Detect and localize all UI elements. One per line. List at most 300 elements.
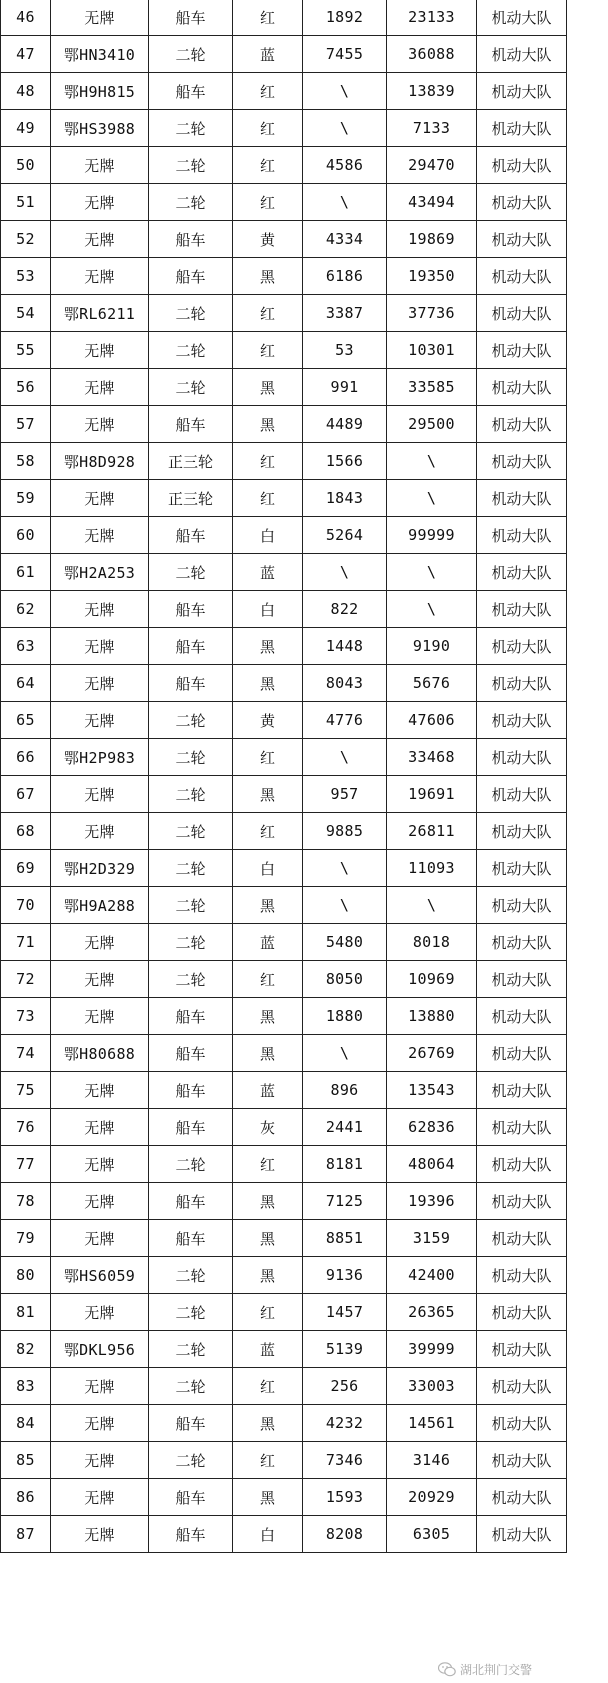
number-a-cell: 53 xyxy=(303,332,387,369)
plate-cell: 无牌 xyxy=(51,1368,149,1405)
vehicle-type-cell: 二轮 xyxy=(149,110,233,147)
color-cell: 黑 xyxy=(233,369,303,406)
vehicle-type-cell: 正三轮 xyxy=(149,480,233,517)
color-cell: 红 xyxy=(233,1146,303,1183)
vehicle-type-cell: 二轮 xyxy=(149,147,233,184)
unit-cell: 机动大队 xyxy=(477,739,567,776)
table-row xyxy=(1,554,567,591)
number-a-cell: \ xyxy=(303,887,387,924)
color-cell: 红 xyxy=(233,813,303,850)
table-row xyxy=(1,850,567,887)
vehicle-type-cell: 二轮 xyxy=(149,1257,233,1294)
color-cell: 黑 xyxy=(233,887,303,924)
row-number-cell: 59 xyxy=(1,480,51,517)
plate-cell: 鄂HS3988 xyxy=(51,110,149,147)
color-cell: 黑 xyxy=(233,628,303,665)
table-row xyxy=(1,665,567,702)
table-row xyxy=(1,1220,567,1257)
number-b-cell: 26769 xyxy=(387,1035,477,1072)
table-row xyxy=(1,1035,567,1072)
number-a-cell: 957 xyxy=(303,776,387,813)
row-number-cell: 68 xyxy=(1,813,51,850)
watermark-text: 湖北荆门交警 xyxy=(460,1662,533,1677)
number-a-cell: 7125 xyxy=(303,1183,387,1220)
vehicle-type-cell: 二轮 xyxy=(149,887,233,924)
unit-cell: 机动大队 xyxy=(477,517,567,554)
unit-cell: 机动大队 xyxy=(477,998,567,1035)
number-a-cell: 9136 xyxy=(303,1257,387,1294)
vehicle-type-cell: 二轮 xyxy=(149,1146,233,1183)
unit-cell: 机动大队 xyxy=(477,221,567,258)
table-row xyxy=(1,295,567,332)
number-b-cell: 13839 xyxy=(387,73,477,110)
unit-cell: 机动大队 xyxy=(477,1183,567,1220)
number-b-cell: 19869 xyxy=(387,221,477,258)
number-a-cell: 5480 xyxy=(303,924,387,961)
number-a-cell: 2441 xyxy=(303,1109,387,1146)
number-b-cell: 33585 xyxy=(387,369,477,406)
plate-cell: 无牌 xyxy=(51,1405,149,1442)
row-number-cell: 80 xyxy=(1,1257,51,1294)
number-a-cell: 896 xyxy=(303,1072,387,1109)
row-number-cell: 48 xyxy=(1,73,51,110)
wechat-icon xyxy=(438,1662,456,1677)
number-b-cell: 23133 xyxy=(387,0,477,36)
color-cell: 黄 xyxy=(233,702,303,739)
vehicle-type-cell: 二轮 xyxy=(149,1442,233,1479)
table-row xyxy=(1,1331,567,1368)
vehicle-type-cell: 船车 xyxy=(149,1035,233,1072)
table-row xyxy=(1,1516,567,1553)
color-cell: 红 xyxy=(233,1442,303,1479)
color-cell: 红 xyxy=(233,1294,303,1331)
row-number-cell: 53 xyxy=(1,258,51,295)
table-row xyxy=(1,147,567,184)
row-number-cell: 51 xyxy=(1,184,51,221)
color-cell: 蓝 xyxy=(233,1072,303,1109)
row-number-cell: 55 xyxy=(1,332,51,369)
plate-cell: 无牌 xyxy=(51,258,149,295)
row-number-cell: 69 xyxy=(1,850,51,887)
number-a-cell: 1880 xyxy=(303,998,387,1035)
number-b-cell: 43494 xyxy=(387,184,477,221)
table-row xyxy=(1,998,567,1035)
vehicle-type-cell: 船车 xyxy=(149,406,233,443)
color-cell: 黑 xyxy=(233,1183,303,1220)
unit-cell: 机动大队 xyxy=(477,776,567,813)
unit-cell: 机动大队 xyxy=(477,73,567,110)
number-b-cell: 33468 xyxy=(387,739,477,776)
color-cell: 红 xyxy=(233,1368,303,1405)
unit-cell: 机动大队 xyxy=(477,1405,567,1442)
unit-cell: 机动大队 xyxy=(477,961,567,998)
color-cell: 黑 xyxy=(233,998,303,1035)
vehicle-type-cell: 船车 xyxy=(149,73,233,110)
row-number-cell: 57 xyxy=(1,406,51,443)
vehicle-type-cell: 船车 xyxy=(149,517,233,554)
color-cell: 蓝 xyxy=(233,36,303,73)
number-b-cell: 29470 xyxy=(387,147,477,184)
table-row xyxy=(1,1072,567,1109)
color-cell: 黑 xyxy=(233,1220,303,1257)
color-cell: 红 xyxy=(233,295,303,332)
color-cell: 红 xyxy=(233,480,303,517)
table-row xyxy=(1,36,567,73)
vehicle-type-cell: 船车 xyxy=(149,1183,233,1220)
unit-cell: 机动大队 xyxy=(477,443,567,480)
vehicle-type-cell: 船车 xyxy=(149,1479,233,1516)
table-row xyxy=(1,628,567,665)
row-number-cell: 86 xyxy=(1,1479,51,1516)
vehicle-type-cell: 船车 xyxy=(149,998,233,1035)
table-row xyxy=(1,369,567,406)
number-a-cell: 8181 xyxy=(303,1146,387,1183)
number-b-cell: 10969 xyxy=(387,961,477,998)
color-cell: 黑 xyxy=(233,665,303,702)
number-a-cell: 5139 xyxy=(303,1331,387,1368)
number-a-cell: 1593 xyxy=(303,1479,387,1516)
number-b-cell: 26365 xyxy=(387,1294,477,1331)
unit-cell: 机动大队 xyxy=(477,1072,567,1109)
table-row xyxy=(1,1442,567,1479)
vehicle-type-cell: 二轮 xyxy=(149,554,233,591)
row-number-cell: 87 xyxy=(1,1516,51,1553)
row-number-cell: 52 xyxy=(1,221,51,258)
plate-cell: 鄂H8D928 xyxy=(51,443,149,480)
color-cell: 白 xyxy=(233,591,303,628)
table-row xyxy=(1,887,567,924)
number-b-cell: 6305 xyxy=(387,1516,477,1553)
plate-cell: 无牌 xyxy=(51,1109,149,1146)
number-a-cell: 5264 xyxy=(303,517,387,554)
number-a-cell: 4232 xyxy=(303,1405,387,1442)
number-b-cell: \ xyxy=(387,591,477,628)
unit-cell: 机动大队 xyxy=(477,36,567,73)
row-number-cell: 72 xyxy=(1,961,51,998)
plate-cell: 无牌 xyxy=(51,998,149,1035)
color-cell: 黑 xyxy=(233,1479,303,1516)
number-a-cell: 1892 xyxy=(303,0,387,36)
unit-cell: 机动大队 xyxy=(477,1479,567,1516)
unit-cell: 机动大队 xyxy=(477,1368,567,1405)
number-b-cell: \ xyxy=(387,443,477,480)
number-a-cell: \ xyxy=(303,73,387,110)
number-b-cell: 48064 xyxy=(387,1146,477,1183)
vehicle-type-cell: 二轮 xyxy=(149,776,233,813)
row-number-cell: 76 xyxy=(1,1109,51,1146)
number-a-cell: \ xyxy=(303,1035,387,1072)
unit-cell: 机动大队 xyxy=(477,147,567,184)
number-b-cell: \ xyxy=(387,554,477,591)
color-cell: 红 xyxy=(233,0,303,36)
color-cell: 蓝 xyxy=(233,1331,303,1368)
row-number-cell: 60 xyxy=(1,517,51,554)
row-number-cell: 58 xyxy=(1,443,51,480)
number-a-cell: 8043 xyxy=(303,665,387,702)
plate-cell: 无牌 xyxy=(51,961,149,998)
table-row xyxy=(1,517,567,554)
number-a-cell: \ xyxy=(303,110,387,147)
number-a-cell: 3387 xyxy=(303,295,387,332)
vehicle-type-cell: 正三轮 xyxy=(149,443,233,480)
vehicle-type-cell: 船车 xyxy=(149,1109,233,1146)
table-row xyxy=(1,110,567,147)
number-b-cell: 13543 xyxy=(387,1072,477,1109)
number-b-cell: 19396 xyxy=(387,1183,477,1220)
number-b-cell: 10301 xyxy=(387,332,477,369)
table-row xyxy=(1,1257,567,1294)
plate-cell: 无牌 xyxy=(51,1072,149,1109)
plate-cell: 鄂H2A253 xyxy=(51,554,149,591)
unit-cell: 机动大队 xyxy=(477,369,567,406)
color-cell: 灰 xyxy=(233,1109,303,1146)
number-a-cell: 1457 xyxy=(303,1294,387,1331)
plate-cell: 无牌 xyxy=(51,517,149,554)
row-number-cell: 74 xyxy=(1,1035,51,1072)
table-row xyxy=(1,0,567,36)
plate-cell: 无牌 xyxy=(51,591,149,628)
number-b-cell: 9190 xyxy=(387,628,477,665)
color-cell: 蓝 xyxy=(233,924,303,961)
plate-cell: 无牌 xyxy=(51,221,149,258)
table-row xyxy=(1,1146,567,1183)
number-a-cell: 8851 xyxy=(303,1220,387,1257)
unit-cell: 机动大队 xyxy=(477,1516,567,1553)
vehicle-type-cell: 二轮 xyxy=(149,813,233,850)
plate-cell: 无牌 xyxy=(51,628,149,665)
plate-cell: 鄂H80688 xyxy=(51,1035,149,1072)
plate-cell: 鄂HN3410 xyxy=(51,36,149,73)
number-a-cell: 1843 xyxy=(303,480,387,517)
plate-cell: 无牌 xyxy=(51,406,149,443)
unit-cell: 机动大队 xyxy=(477,480,567,517)
number-b-cell: 11093 xyxy=(387,850,477,887)
vehicle-type-cell: 二轮 xyxy=(149,332,233,369)
plate-cell: 无牌 xyxy=(51,1442,149,1479)
number-b-cell: 29500 xyxy=(387,406,477,443)
color-cell: 红 xyxy=(233,443,303,480)
vehicle-type-cell: 船车 xyxy=(149,221,233,258)
unit-cell: 机动大队 xyxy=(477,184,567,221)
table-row xyxy=(1,1479,567,1516)
table-row xyxy=(1,961,567,998)
vehicle-type-cell: 船车 xyxy=(149,628,233,665)
table-row xyxy=(1,924,567,961)
number-b-cell: 19350 xyxy=(387,258,477,295)
vehicle-type-cell: 船车 xyxy=(149,665,233,702)
row-number-cell: 50 xyxy=(1,147,51,184)
table-row xyxy=(1,73,567,110)
unit-cell: 机动大队 xyxy=(477,591,567,628)
table-row xyxy=(1,258,567,295)
vehicle-type-cell: 二轮 xyxy=(149,739,233,776)
color-cell: 红 xyxy=(233,739,303,776)
number-b-cell: 13880 xyxy=(387,998,477,1035)
number-b-cell: 42400 xyxy=(387,1257,477,1294)
vehicle-type-cell: 二轮 xyxy=(149,1368,233,1405)
unit-cell: 机动大队 xyxy=(477,332,567,369)
number-a-cell: 1448 xyxy=(303,628,387,665)
table-row xyxy=(1,184,567,221)
plate-cell: 无牌 xyxy=(51,1294,149,1331)
color-cell: 红 xyxy=(233,73,303,110)
vehicle-type-cell: 船车 xyxy=(149,0,233,36)
plate-cell: 鄂RL6211 xyxy=(51,295,149,332)
row-number-cell: 62 xyxy=(1,591,51,628)
row-number-cell: 56 xyxy=(1,369,51,406)
row-number-cell: 47 xyxy=(1,36,51,73)
color-cell: 黑 xyxy=(233,1405,303,1442)
table-row xyxy=(1,443,567,480)
table-row xyxy=(1,702,567,739)
plate-cell: 无牌 xyxy=(51,332,149,369)
row-number-cell: 49 xyxy=(1,110,51,147)
vehicle-type-cell: 二轮 xyxy=(149,184,233,221)
number-b-cell: 7133 xyxy=(387,110,477,147)
row-number-cell: 66 xyxy=(1,739,51,776)
row-number-cell: 83 xyxy=(1,1368,51,1405)
table-row xyxy=(1,776,567,813)
unit-cell: 机动大队 xyxy=(477,1442,567,1479)
table-row xyxy=(1,739,567,776)
table-row xyxy=(1,406,567,443)
plate-cell: 无牌 xyxy=(51,665,149,702)
number-b-cell: \ xyxy=(387,480,477,517)
vehicle-type-cell: 二轮 xyxy=(149,1294,233,1331)
plate-cell: 鄂H2D329 xyxy=(51,850,149,887)
row-number-cell: 84 xyxy=(1,1405,51,1442)
vehicle-type-cell: 二轮 xyxy=(149,1331,233,1368)
unit-cell: 机动大队 xyxy=(477,1294,567,1331)
unit-cell: 机动大队 xyxy=(477,0,567,36)
plate-cell: 无牌 xyxy=(51,1479,149,1516)
number-a-cell: 822 xyxy=(303,591,387,628)
plate-cell: 无牌 xyxy=(51,369,149,406)
watermark xyxy=(438,1660,532,1678)
unit-cell: 机动大队 xyxy=(477,406,567,443)
number-a-cell: \ xyxy=(303,739,387,776)
table-row xyxy=(1,1368,567,1405)
plate-cell: 鄂H2P983 xyxy=(51,739,149,776)
unit-cell: 机动大队 xyxy=(477,295,567,332)
number-a-cell: 4586 xyxy=(303,147,387,184)
color-cell: 黑 xyxy=(233,258,303,295)
vehicle-type-cell: 二轮 xyxy=(149,924,233,961)
number-a-cell: 4489 xyxy=(303,406,387,443)
unit-cell: 机动大队 xyxy=(477,1146,567,1183)
unit-cell: 机动大队 xyxy=(477,1220,567,1257)
unit-cell: 机动大队 xyxy=(477,1331,567,1368)
row-number-cell: 78 xyxy=(1,1183,51,1220)
number-b-cell: \ xyxy=(387,887,477,924)
table-row xyxy=(1,1405,567,1442)
number-a-cell: 7455 xyxy=(303,36,387,73)
unit-cell: 机动大队 xyxy=(477,1257,567,1294)
vehicle-type-cell: 二轮 xyxy=(149,702,233,739)
number-a-cell: \ xyxy=(303,184,387,221)
row-number-cell: 63 xyxy=(1,628,51,665)
row-number-cell: 81 xyxy=(1,1294,51,1331)
table-row xyxy=(1,1183,567,1220)
plate-cell: 鄂H9H815 xyxy=(51,73,149,110)
color-cell: 白 xyxy=(233,1516,303,1553)
row-number-cell: 82 xyxy=(1,1331,51,1368)
unit-cell: 机动大队 xyxy=(477,110,567,147)
number-b-cell: 37736 xyxy=(387,295,477,332)
unit-cell: 机动大队 xyxy=(477,554,567,591)
plate-cell: 无牌 xyxy=(51,1220,149,1257)
vehicle-type-cell: 二轮 xyxy=(149,961,233,998)
number-b-cell: 99999 xyxy=(387,517,477,554)
vehicle-type-cell: 船车 xyxy=(149,1220,233,1257)
number-a-cell: 6186 xyxy=(303,258,387,295)
number-a-cell: 1566 xyxy=(303,443,387,480)
color-cell: 蓝 xyxy=(233,554,303,591)
color-cell: 红 xyxy=(233,332,303,369)
plate-cell: 无牌 xyxy=(51,184,149,221)
number-a-cell: \ xyxy=(303,850,387,887)
number-b-cell: 62836 xyxy=(387,1109,477,1146)
plate-cell: 无牌 xyxy=(51,147,149,184)
unit-cell: 机动大队 xyxy=(477,887,567,924)
color-cell: 红 xyxy=(233,961,303,998)
color-cell: 黑 xyxy=(233,1257,303,1294)
plate-cell: 无牌 xyxy=(51,1516,149,1553)
number-b-cell: 26811 xyxy=(387,813,477,850)
row-number-cell: 64 xyxy=(1,665,51,702)
unit-cell: 机动大队 xyxy=(477,665,567,702)
number-b-cell: 3159 xyxy=(387,1220,477,1257)
unit-cell: 机动大队 xyxy=(477,1109,567,1146)
table-row xyxy=(1,1294,567,1331)
plate-cell: 无牌 xyxy=(51,0,149,36)
table-row xyxy=(1,1109,567,1146)
unit-cell: 机动大队 xyxy=(477,628,567,665)
number-b-cell: 5676 xyxy=(387,665,477,702)
table-row xyxy=(1,591,567,628)
number-a-cell: 4776 xyxy=(303,702,387,739)
unit-cell: 机动大队 xyxy=(477,813,567,850)
plate-cell: 无牌 xyxy=(51,702,149,739)
number-a-cell: 9885 xyxy=(303,813,387,850)
plate-cell: 鄂HS6059 xyxy=(51,1257,149,1294)
row-number-cell: 70 xyxy=(1,887,51,924)
row-number-cell: 61 xyxy=(1,554,51,591)
row-number-cell: 67 xyxy=(1,776,51,813)
number-a-cell: 8050 xyxy=(303,961,387,998)
vehicle-type-cell: 二轮 xyxy=(149,369,233,406)
number-b-cell: 8018 xyxy=(387,924,477,961)
plate-cell: 无牌 xyxy=(51,1146,149,1183)
table-row xyxy=(1,813,567,850)
number-b-cell: 33003 xyxy=(387,1368,477,1405)
vehicle-type-cell: 船车 xyxy=(149,1405,233,1442)
plate-cell: 无牌 xyxy=(51,480,149,517)
unit-cell: 机动大队 xyxy=(477,702,567,739)
row-number-cell: 73 xyxy=(1,998,51,1035)
color-cell: 黑 xyxy=(233,406,303,443)
row-number-cell: 85 xyxy=(1,1442,51,1479)
number-a-cell: 8208 xyxy=(303,1516,387,1553)
vehicle-type-cell: 二轮 xyxy=(149,295,233,332)
table-row xyxy=(1,480,567,517)
number-b-cell: 20929 xyxy=(387,1479,477,1516)
number-b-cell: 36088 xyxy=(387,36,477,73)
table-row xyxy=(1,332,567,369)
table-row xyxy=(1,221,567,258)
color-cell: 黄 xyxy=(233,221,303,258)
plate-cell: 无牌 xyxy=(51,1183,149,1220)
